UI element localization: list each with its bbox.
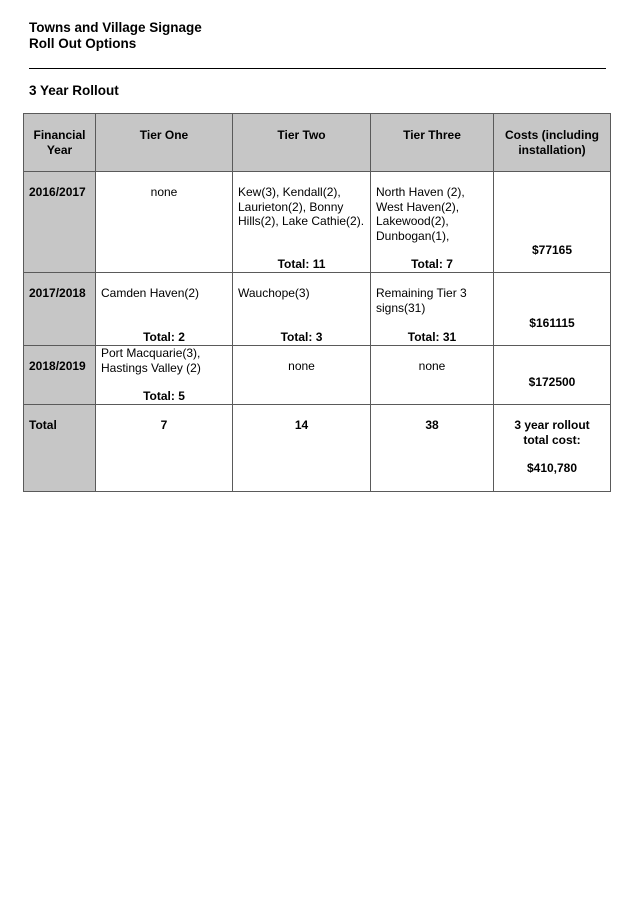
title-line-2: Roll Out Options (29, 36, 137, 51)
rollout-table (23, 113, 611, 492)
total-row (24, 405, 611, 492)
tier-one-total-cell: 7 (96, 405, 233, 492)
horizontal-divider (29, 68, 606, 69)
header-costs: Costs (including installation) (494, 114, 611, 172)
tier-two-total: Total: 3 (280, 329, 323, 344)
tier-one-total: Total: 2 (143, 329, 185, 344)
tier-two-cell: Kew(3), Kendall(2), Laurieton(2), Bonny Hills(2), Lake Cathie(2). Total: 11 (233, 172, 371, 273)
total-label-cell: Total (24, 405, 96, 492)
document-title (29, 20, 202, 52)
total-cost-amount: $410,780 (526, 461, 578, 475)
section-heading: 3 Year Rollout (29, 83, 119, 98)
tier-two-total-cell: 14 (233, 405, 371, 492)
tier-two-cell: Wauchope(3) Total: 3 (233, 273, 371, 346)
cost-cell: $77165 (494, 172, 611, 273)
title-line-1: Towns and Village Signage (29, 20, 202, 35)
tier-two-cell: none (233, 346, 371, 405)
tier-one-cell: Camden Haven(2) Total: 2 (96, 273, 233, 346)
table-row (24, 273, 611, 346)
tier-one-total: Total: 5 (143, 388, 185, 403)
table-row (24, 172, 611, 273)
table-row (24, 346, 611, 405)
tier-three-total: Total: 31 (407, 329, 457, 344)
tier-three-total-cell: 38 (371, 405, 494, 492)
tier-three-cell: Remaining Tier 3 signs(31) Total: 31 (371, 273, 494, 346)
cost-cell: $172500 (494, 346, 611, 405)
tier-one-cell: none (96, 172, 233, 273)
header-financial-year: Financial Year (24, 114, 96, 172)
header-tier-one: Tier One (96, 114, 233, 172)
header-tier-three: Tier Three (371, 114, 494, 172)
tier-three-total: Total: 7 (411, 256, 453, 271)
total-cost-cell: 3 year rollout total cost: $410,780 (494, 405, 611, 492)
cost-cell: $161115 (494, 273, 611, 346)
tier-two-total: Total: 11 (277, 256, 326, 271)
year-cell: 2018/2019 (24, 346, 96, 405)
table-header-row (24, 114, 611, 172)
tier-three-cell: none (371, 346, 494, 405)
year-cell: 2016/2017 (24, 172, 96, 273)
tier-one-cell: Port Macquarie(3), Hastings Valley (2) Total: 5 (96, 346, 233, 405)
header-tier-two: Tier Two (233, 114, 371, 172)
tier-three-cell: North Haven (2), West Haven(2), Lakewood(2), Dunbogan(1), Total: 7 (371, 172, 494, 273)
year-cell: 2017/2018 (24, 273, 96, 346)
